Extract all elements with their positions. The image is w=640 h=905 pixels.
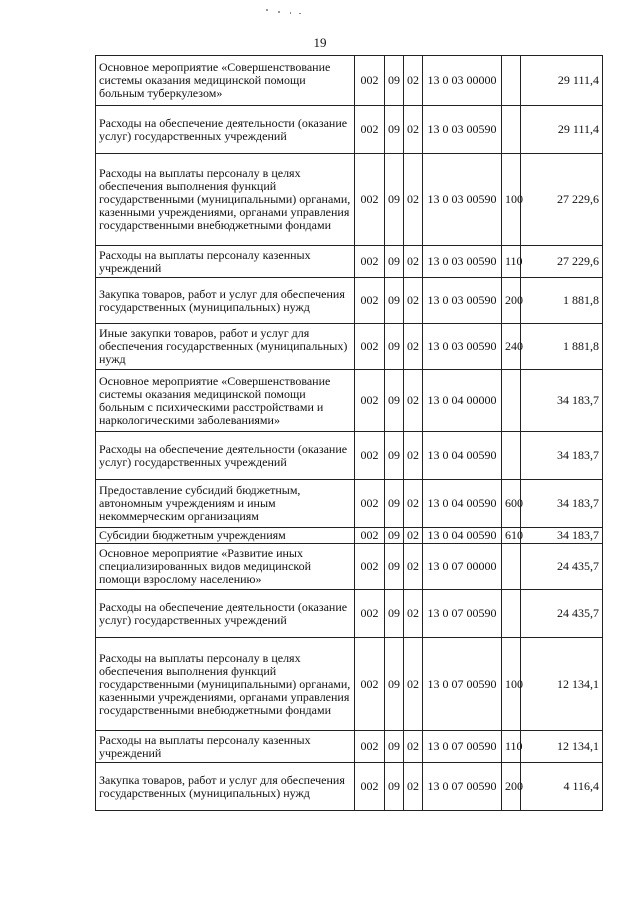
row-subsection-code: 02: [404, 324, 423, 370]
row-name: Расходы на выплаты персоналу казенных учреждений: [96, 731, 355, 763]
scan-speck: [290, 12, 291, 14]
scan-speck: [299, 13, 301, 14]
row-target-item-code: 13 0 07 00590: [423, 763, 502, 811]
table-row: [96, 731, 603, 763]
table-row: [96, 638, 603, 731]
row-target-item-code: 13 0 07 00590: [423, 638, 502, 731]
row-amount: 27 229,6: [521, 246, 603, 278]
row-name: Закупка товаров, работ и услуг для обеспечения государственных (муниципальных) нужд: [96, 278, 355, 324]
row-expense-type-code: 100: [502, 638, 521, 731]
row-name: Расходы на выплаты персоналу в целях обеспечения выполнения функций государственными (муниципальными) органами, казенными учреждениями, органами управления государственными внебюджетными фондами: [96, 638, 355, 731]
row-target-item-code: 13 0 03 00590: [423, 106, 502, 154]
row-expense-type-code: [502, 544, 521, 590]
row-section-code: 09: [385, 590, 404, 638]
row-target-item-code: 13 0 07 00590: [423, 731, 502, 763]
row-subsection-code: 02: [404, 638, 423, 731]
row-section-code: 09: [385, 432, 404, 480]
row-name: Основное мероприятие «Совершенствование системы оказания медицинской помощи больным туберкулезом»: [96, 56, 355, 106]
row-expense-type-code: 610: [502, 528, 521, 544]
budget-table-body: [96, 56, 603, 811]
row-subsection-code: 02: [404, 763, 423, 811]
row-section-code: 09: [385, 731, 404, 763]
row-name: Закупка товаров, работ и услуг для обеспечения государственных (муниципальных) нужд: [96, 763, 355, 811]
row-expense-type-code: 100: [502, 154, 521, 246]
row-ved-code: 002: [355, 106, 385, 154]
row-target-item-code: 13 0 03 00590: [423, 154, 502, 246]
row-amount: 29 111,4: [521, 56, 603, 106]
row-target-item-code: 13 0 04 00590: [423, 432, 502, 480]
row-subsection-code: 02: [404, 370, 423, 432]
row-name: Субсидии бюджетным учреждениям: [96, 528, 355, 544]
budget-table: [95, 55, 603, 811]
row-section-code: 09: [385, 154, 404, 246]
table-row: [96, 432, 603, 480]
row-amount: 24 435,7: [521, 544, 603, 590]
table-row: [96, 763, 603, 811]
row-ved-code: 002: [355, 432, 385, 480]
row-subsection-code: 02: [404, 278, 423, 324]
row-expense-type-code: 240: [502, 324, 521, 370]
row-target-item-code: 13 0 03 00000: [423, 56, 502, 106]
row-section-code: 09: [385, 56, 404, 106]
table-row: [96, 324, 603, 370]
row-ved-code: 002: [355, 638, 385, 731]
row-subsection-code: 02: [404, 528, 423, 544]
table-row: [96, 154, 603, 246]
row-expense-type-code: [502, 590, 521, 638]
row-name: Основное мероприятие «Совершенствование системы оказания медицинской помощи больным с психическими расстройствами и наркологическими заболеваниями»: [96, 370, 355, 432]
row-subsection-code: 02: [404, 544, 423, 590]
row-subsection-code: 02: [404, 432, 423, 480]
row-expense-type-code: 200: [502, 278, 521, 324]
row-expense-type-code: [502, 432, 521, 480]
row-section-code: 09: [385, 278, 404, 324]
row-ved-code: 002: [355, 731, 385, 763]
row-expense-type-code: [502, 56, 521, 106]
row-expense-type-code: [502, 370, 521, 432]
row-amount: 24 435,7: [521, 590, 603, 638]
row-ved-code: 002: [355, 480, 385, 528]
row-subsection-code: 02: [404, 480, 423, 528]
row-section-code: 09: [385, 638, 404, 731]
row-target-item-code: 13 0 03 00590: [423, 278, 502, 324]
row-ved-code: 002: [355, 370, 385, 432]
row-expense-type-code: 110: [502, 246, 521, 278]
row-subsection-code: 02: [404, 246, 423, 278]
row-name: Расходы на обеспечение деятельности (оказание услуг) государственных учреждений: [96, 432, 355, 480]
table-row: [96, 370, 603, 432]
row-section-code: 09: [385, 544, 404, 590]
row-expense-type-code: [502, 106, 521, 154]
table-row: [96, 544, 603, 590]
table-row: [96, 246, 603, 278]
row-ved-code: 002: [355, 246, 385, 278]
row-name: Основное мероприятие «Развитие иных специализированных видов медицинской помощи взрослому населению»: [96, 544, 355, 590]
row-target-item-code: 13 0 07 00590: [423, 590, 502, 638]
row-amount: 4 116,4: [521, 763, 603, 811]
row-subsection-code: 02: [404, 154, 423, 246]
row-ved-code: 002: [355, 278, 385, 324]
row-ved-code: 002: [355, 590, 385, 638]
row-target-item-code: 13 0 04 00590: [423, 528, 502, 544]
row-amount: 34 183,7: [521, 370, 603, 432]
row-expense-type-code: 110: [502, 731, 521, 763]
row-section-code: 09: [385, 480, 404, 528]
row-amount: 1 881,8: [521, 278, 603, 324]
table-row: [96, 590, 603, 638]
scan-speck: [266, 9, 268, 11]
row-section-code: 09: [385, 246, 404, 278]
row-subsection-code: 02: [404, 106, 423, 154]
row-expense-type-code: 200: [502, 763, 521, 811]
row-ved-code: 002: [355, 324, 385, 370]
table-row: [96, 480, 603, 528]
row-amount: 34 183,7: [521, 528, 603, 544]
row-amount: 34 183,7: [521, 432, 603, 480]
page-number: 19: [313, 35, 327, 50]
row-name: Расходы на обеспечение деятельности (оказание услуг) государственных учреждений: [96, 590, 355, 638]
table-row: [96, 106, 603, 154]
scan-speck: [278, 11, 280, 13]
table-row: [96, 528, 603, 544]
row-ved-code: 002: [355, 154, 385, 246]
row-section-code: 09: [385, 763, 404, 811]
row-section-code: 09: [385, 106, 404, 154]
table-row: [96, 56, 603, 106]
row-expense-type-code: 600: [502, 480, 521, 528]
row-target-item-code: 13 0 04 00590: [423, 480, 502, 528]
row-subsection-code: 02: [404, 56, 423, 106]
row-amount: 1 881,8: [521, 324, 603, 370]
row-amount: 12 134,1: [521, 638, 603, 731]
row-section-code: 09: [385, 370, 404, 432]
row-name: Расходы на выплаты персоналу казенных учреждений: [96, 246, 355, 278]
row-name: Иные закупки товаров, работ и услуг для обеспечения государственных (муниципальных) нужд: [96, 324, 355, 370]
row-amount: 27 229,6: [521, 154, 603, 246]
row-ved-code: 002: [355, 763, 385, 811]
row-section-code: 09: [385, 324, 404, 370]
row-ved-code: 002: [355, 544, 385, 590]
row-target-item-code: 13 0 04 00000: [423, 370, 502, 432]
row-ved-code: 002: [355, 528, 385, 544]
row-amount: 29 111,4: [521, 106, 603, 154]
row-ved-code: 002: [355, 56, 385, 106]
row-target-item-code: 13 0 03 00590: [423, 324, 502, 370]
row-target-item-code: 13 0 07 00000: [423, 544, 502, 590]
row-name: Расходы на обеспечение деятельности (оказание услуг) государственных учреждений: [96, 106, 355, 154]
table-row: [96, 278, 603, 324]
row-amount: 34 183,7: [521, 480, 603, 528]
row-subsection-code: 02: [404, 731, 423, 763]
row-subsection-code: 02: [404, 590, 423, 638]
row-section-code: 09: [385, 528, 404, 544]
row-target-item-code: 13 0 03 00590: [423, 246, 502, 278]
row-name: Предоставление субсидий бюджетным, автономным учреждениям и иным некоммерческим организациям: [96, 480, 355, 528]
row-name: Расходы на выплаты персоналу в целях обеспечения выполнения функций государственными (муниципальными) органами, казенными учреждениями, органами управления государственными внебюджетными фондами: [96, 154, 355, 246]
row-amount: 12 134,1: [521, 731, 603, 763]
